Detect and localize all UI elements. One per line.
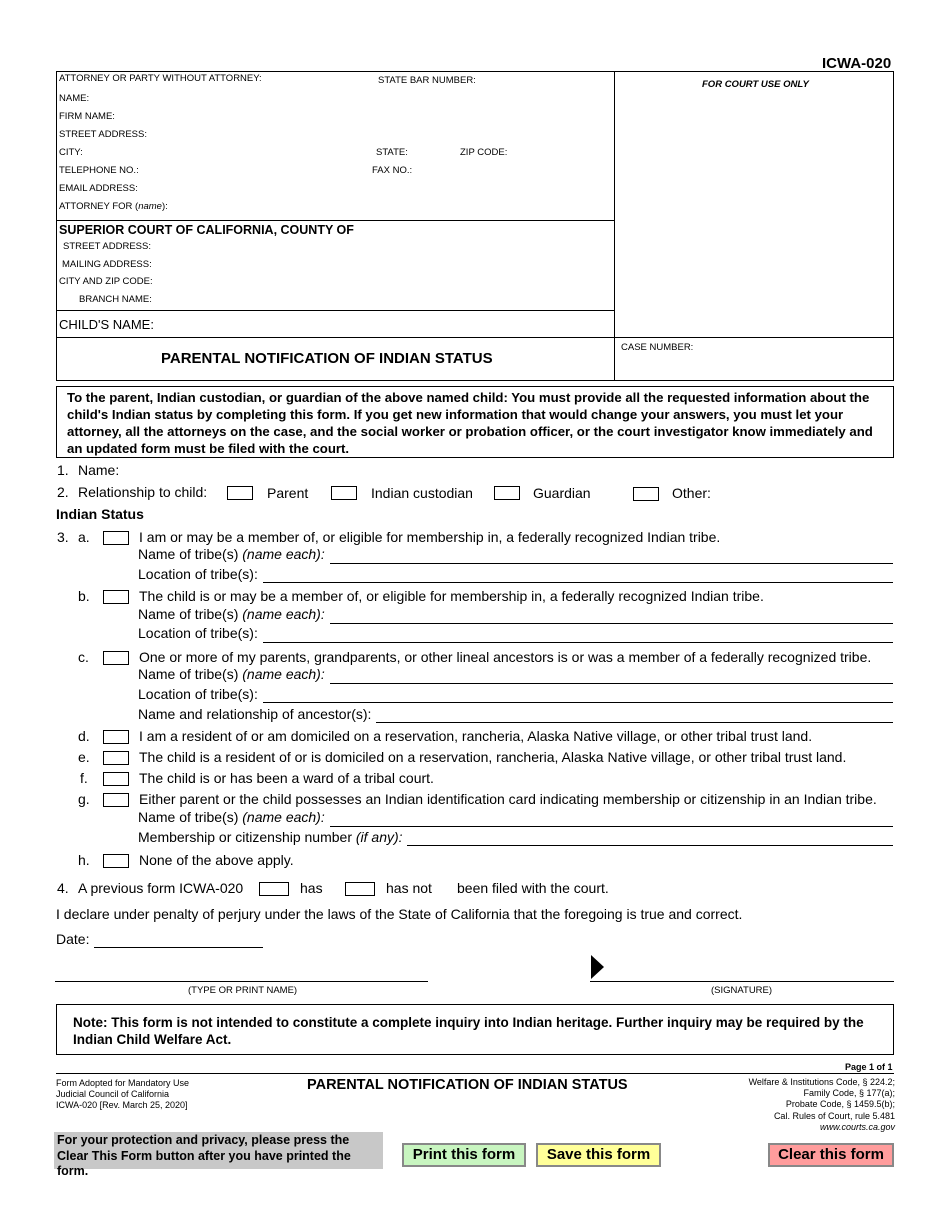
item3d-letter: d. <box>78 728 90 744</box>
court-branch-label: BRANCH NAME: <box>79 294 152 305</box>
item3a-tribe-location-label: Location of tribe(s): <box>138 566 258 582</box>
item3b-tribe-location-label: Location of tribe(s): <box>138 625 258 641</box>
item3c-ancestor-field[interactable] <box>376 722 893 723</box>
item3h-letter: h. <box>78 852 90 868</box>
item1-number: 1. <box>57 462 69 478</box>
court-title: SUPERIOR COURT OF CALIFORNIA, COUNTY OF <box>59 223 354 237</box>
item3a-tribe-location-field[interactable] <box>263 582 893 583</box>
item3g-text: Either parent or the child possesses an Indian identification card indicating membership or citizenship in an Indian tribe. <box>139 791 877 807</box>
item3c-tribe-name-field[interactable] <box>330 683 893 684</box>
item3b-checkbox[interactable] <box>103 590 129 604</box>
form-id: ICWA-020 <box>822 55 892 72</box>
privacy-note: For your protection and privacy, please press the Clear This Form button after you have printed the form. <box>54 1132 383 1169</box>
item3h-checkbox[interactable] <box>103 854 129 868</box>
fax-label: FAX NO.: <box>372 165 413 176</box>
court-street-label: STREET ADDRESS: <box>63 241 151 252</box>
clear-button[interactable]: Clear this form <box>768 1143 894 1167</box>
item3d-checkbox[interactable] <box>103 730 129 744</box>
item3c-checkbox[interactable] <box>103 651 129 665</box>
item4-suffix: been filed with the court. <box>457 880 609 896</box>
indian-custodian-option-label: Indian custodian <box>371 485 473 501</box>
item3c-tribe-location-label: Location of tribe(s): <box>138 686 258 702</box>
item3a-checkbox[interactable] <box>103 531 129 545</box>
item3h-text: None of the above apply. <box>139 852 294 868</box>
parent-option-label: Parent <box>267 485 309 501</box>
other-checkbox[interactable] <box>633 487 659 501</box>
item3f-text: The child is or has been a ward of a tribal court. <box>139 770 434 786</box>
item3a-letter: a. <box>78 529 90 545</box>
item3b-tribe-name-field[interactable] <box>330 623 893 624</box>
item3c-text: One or more of my parents, grandparents, or other lineal ancestors is or was a member of a federally recognized tribe. <box>139 649 872 665</box>
item2-number: 2. <box>57 484 69 500</box>
court-cityzip-label: CITY AND ZIP CODE: <box>59 276 153 287</box>
page-number: Page 1 of 1 <box>845 1062 893 1072</box>
item3e-checkbox[interactable] <box>103 751 129 765</box>
court-mailing-label: MAILING ADDRESS: <box>62 259 152 270</box>
guardian-checkbox[interactable] <box>494 486 520 500</box>
telephone-label: TELEPHONE NO.: <box>59 165 139 176</box>
item3c-ancestor-label: Name and relationship of ancestor(s): <box>138 706 372 722</box>
indian-custodian-checkbox[interactable] <box>331 486 357 500</box>
instructions: To the parent, Indian custodian, or guardian of the above named child: You must provide all the requested information about the child's Indian status by completing this form. If you get new information that would change your answers, you must let your attorney, all the attorneys on the case, and the social worker or probation officer, or the court investigator know immediately and an updated form must be filed with the court. <box>56 386 894 458</box>
case-number-label: CASE NUMBER: <box>621 342 694 353</box>
item3b-tribe-location-field[interactable] <box>263 642 893 643</box>
guardian-option-label: Guardian <box>533 485 591 501</box>
court-use-label: FOR COURT USE ONLY <box>702 79 809 90</box>
item3a-tribe-name-label: Name of tribe(s) (name each): <box>138 546 325 562</box>
attorney-for-label: ATTORNEY FOR (name): <box>59 201 168 212</box>
has-not-checkbox[interactable] <box>345 882 375 896</box>
note-box: Note: This form is not intended to constitute a complete inquiry into Indian heritage. Further inquiry may be required by the Indian Child Welfare Act. <box>56 1004 894 1055</box>
indian-status-heading: Indian Status <box>56 506 144 522</box>
zip-label: ZIP CODE: <box>460 147 508 158</box>
signature-label: (SIGNATURE) <box>711 985 773 996</box>
code-citations: Welfare & Institutions Code, § 224.2; Family Code, § 177(a); Probate Code, § 1459.5(b); Cal. Rules of Court, rule 5.481 www.courts.ca.gov <box>748 1077 895 1132</box>
other-option-label: Other: <box>672 485 711 501</box>
item3g-tribe-name-field[interactable] <box>330 826 893 827</box>
adoption-info: Form Adopted for Mandatory Use Judicial Council of California ICWA-020 [Rev. March 25, 2020] <box>56 1078 190 1110</box>
print-button[interactable]: Print this form <box>402 1143 526 1167</box>
has-not-label: has not <box>386 880 432 896</box>
city-label: CITY: <box>59 147 83 158</box>
item3b-text: The child is or may be a member of, or eligible for membership in, a federally recognized Indian tribe. <box>139 588 764 604</box>
attorney-label: ATTORNEY OR PARTY WITHOUT ATTORNEY: <box>59 73 262 84</box>
firm-label: FIRM NAME: <box>59 111 115 122</box>
item3b-letter: b. <box>78 588 90 604</box>
item3f-letter: f. <box>80 770 88 786</box>
item3g-checkbox[interactable] <box>103 793 129 807</box>
footer-title: PARENTAL NOTIFICATION OF INDIAN STATUS <box>307 1077 628 1093</box>
item3f-checkbox[interactable] <box>103 772 129 786</box>
email-label: EMAIL ADDRESS: <box>59 183 138 194</box>
item3a-tribe-name-field[interactable] <box>330 563 893 564</box>
state-label: STATE: <box>376 147 408 158</box>
item3e-letter: e. <box>78 749 90 765</box>
item1-label: Name: <box>78 462 120 478</box>
has-checkbox[interactable] <box>259 882 289 896</box>
declaration: I declare under penalty of perjury under the laws of the State of California that the foregoing is true and correct. <box>56 906 743 922</box>
date-field[interactable] <box>94 947 263 948</box>
item3e-text: The child is a resident of or is domiciled on a reservation, rancheria, Alaska Native village, or other tribal trust land. <box>139 749 847 765</box>
parent-checkbox[interactable] <box>227 486 253 500</box>
state-bar-label: STATE BAR NUMBER: <box>378 75 476 86</box>
item3g-membership-label: Membership or citizenship number (if any): <box>138 829 403 845</box>
item2-label: Relationship to child: <box>78 484 208 500</box>
date-label: Date: <box>56 931 90 947</box>
save-button[interactable]: Save this form <box>536 1143 661 1167</box>
form-title: PARENTAL NOTIFICATION OF INDIAN STATUS <box>161 350 493 367</box>
item3d-text: I am a resident of or am domiciled on a reservation, rancheria, Alaska Native village, or other tribal trust land. <box>139 728 813 744</box>
signature-arrow-icon <box>591 955 604 979</box>
item3c-tribe-name-label: Name of tribe(s) (name each): <box>138 666 325 682</box>
item3c-letter: c. <box>78 649 89 665</box>
item3g-membership-field[interactable] <box>407 845 893 846</box>
name-label: NAME: <box>59 93 90 104</box>
child-name-label: CHILD'S NAME: <box>59 317 154 332</box>
item3b-tribe-name-label: Name of tribe(s) (name each): <box>138 606 325 622</box>
item3g-letter: g. <box>78 791 90 807</box>
item4-number: 4. <box>57 880 69 896</box>
item3-number: 3. <box>57 529 69 545</box>
item3g-tribe-name-label: Name of tribe(s) (name each): <box>138 809 325 825</box>
item4-label: A previous form ICWA-020 <box>78 880 244 896</box>
has-label: has <box>300 880 323 896</box>
street-label: STREET ADDRESS: <box>59 129 147 140</box>
type-name-label: (TYPE OR PRINT NAME) <box>188 985 298 996</box>
item3a-text: I am or may be a member of, or eligible for membership in, a federally recognized Indian tribe. <box>139 529 721 545</box>
item3c-tribe-location-field[interactable] <box>263 702 893 703</box>
